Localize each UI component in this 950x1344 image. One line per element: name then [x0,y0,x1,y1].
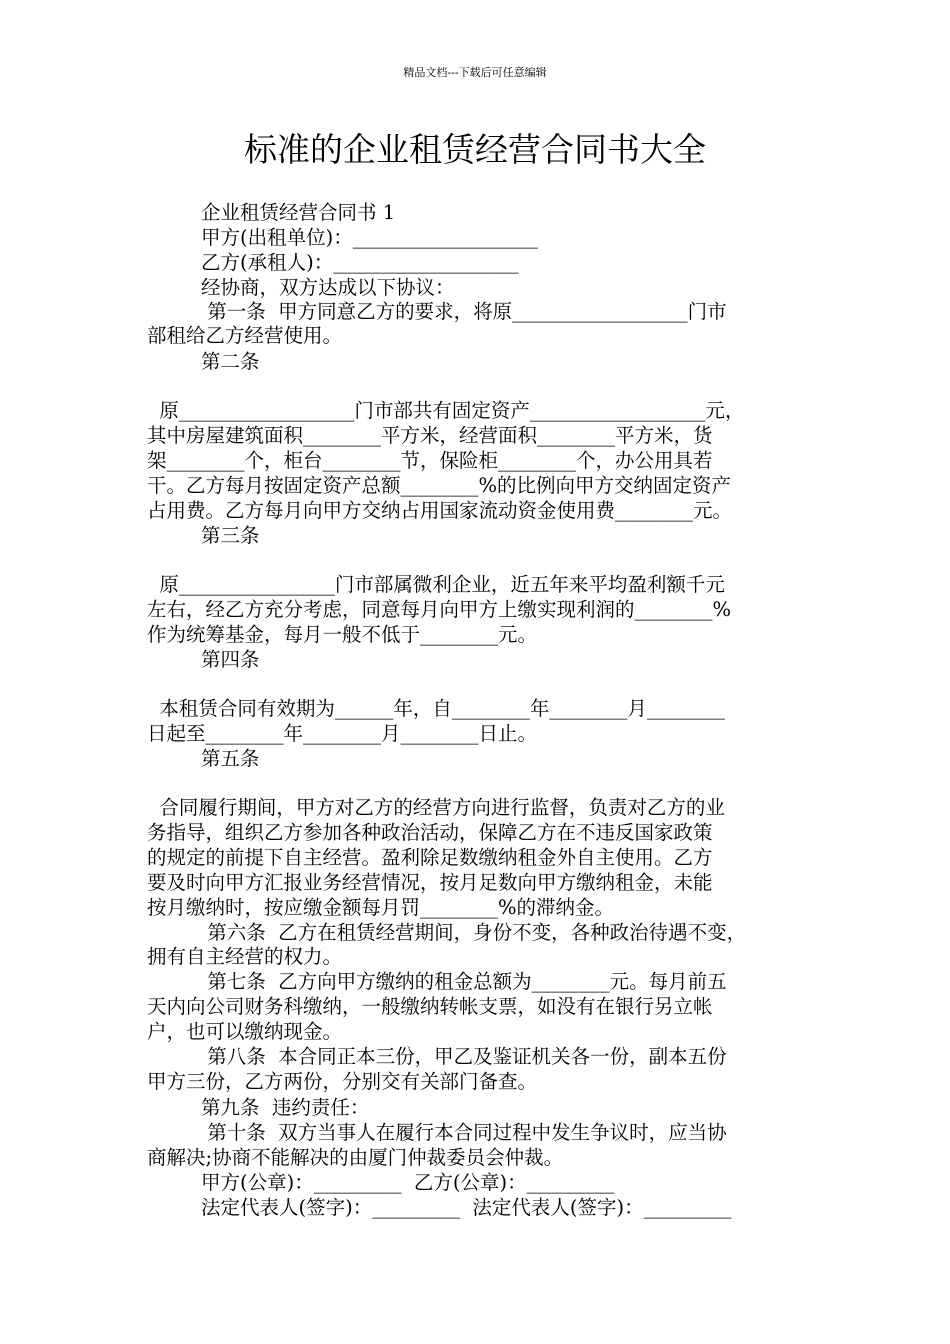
party-b-line: 乙方(承租人)：___________________ [201,251,519,274]
article-2-line: 干。乙方每月按固定资产总额________%的比例向甲方交纳固定资产 [147,474,732,497]
article-3-heading: 第三条 [201,524,260,547]
article-10-line: 商解决;协商不能解决的由厦门仲裁委员会仲裁。 [147,1146,564,1169]
article-3-line: 左右，经乙方充分考虑，同意每月向甲方上缴实现利润的________% [147,598,732,621]
article-1-line: 部租给乙方经营使用。 [147,324,343,347]
article-2-line: 架________个，柜台________节，保险柜________个，办公用具若 [147,449,713,472]
article-5-line: 的规定的前提下自主经营。盈利除足数缴纳租金外自主使用。乙方 [147,846,713,869]
article-5-line: 合同履行期间，甲方对乙方的经营方向进行监督，负责对乙方的业 [147,796,725,819]
article-3-line: 原________________门市部属微利企业，近五年来平均盈利额千元 [147,573,725,596]
page-header: 精品文档---下载后可任意编辑 [403,66,547,79]
agreement-intro: 经协商，双方达成以下协议： [201,276,455,299]
article-2-line: 占用费。乙方每月向甲方交纳占用国家流动资金使用费________元。 [147,499,733,522]
article-6-line: 拥有自主经营的权力。 [147,945,343,968]
article-3-line: 作为统筹基金，每月一般不低于________元。 [147,623,538,646]
signature-line: 法定代表人(签字)：_________ 法定代表人(签字)：_________ [201,1196,732,1219]
article-8-line: 甲方三份，乙方两份，分别交有关部门备查。 [147,1070,538,1093]
article-5-line: 务指导，组织乙方参加各种政治活动，保障乙方在不违反国家政策 [147,821,713,844]
article-2-line: 其中房屋建筑面积________平方米，经营面积________平方米，货 [147,424,713,447]
article-7-line: 户，也可以缴纳现金。 [147,1020,343,1043]
article-9-line: 第九条 违约责任： [201,1096,370,1119]
article-7-line: 第七条 乙方向甲方缴纳的租金总额为________元。每月前五 [201,970,727,993]
article-5-heading: 第五条 [201,747,260,770]
article-2-heading: 第二条 [201,350,260,373]
article-2-line: 原__________________门市部共有固定资产__________________元， [147,399,745,422]
article-1-line: 第一条 甲方同意乙方的要求，将原__________________门市 [201,300,727,323]
article-10-line: 第十条 双方当事人在履行本合同过程中发生争议时，应当协 [201,1121,727,1144]
seal-line: 甲方(公章)：_________ 乙方(公章)：_________ [201,1171,615,1194]
article-5-line: 按月缴纳时，按应缴金额每月罚________%的滞纳金。 [147,896,615,919]
article-4-heading: 第四条 [201,648,260,671]
article-4-line: 日起至________年________月________日止。 [147,722,538,745]
party-a-line: 甲方(出租单位)：___________________ [201,226,538,249]
article-5-line: 要及时向甲方汇报业务经营情况，按月足数向甲方缴纳租金，未能 [147,871,713,894]
article-7-line: 天内向公司财务科缴纳，一般缴纳转帐支票，如没有在银行另立帐 [147,995,713,1018]
article-6-line: 第六条 乙方在租赁经营期间，身份不变，各种政治待遇不变， [201,921,747,944]
article-8-line: 第八条 本合同正本三份，甲乙及鉴证机关各一份，副本五份 [201,1045,727,1068]
document-title: 标准的企业租赁经营合同书大全 [244,130,706,169]
contract-subtitle: 企业租赁经营合同书 1 [201,201,396,224]
article-4-line: 本租赁合同有效期为______年，自________年________月________ [147,697,725,720]
